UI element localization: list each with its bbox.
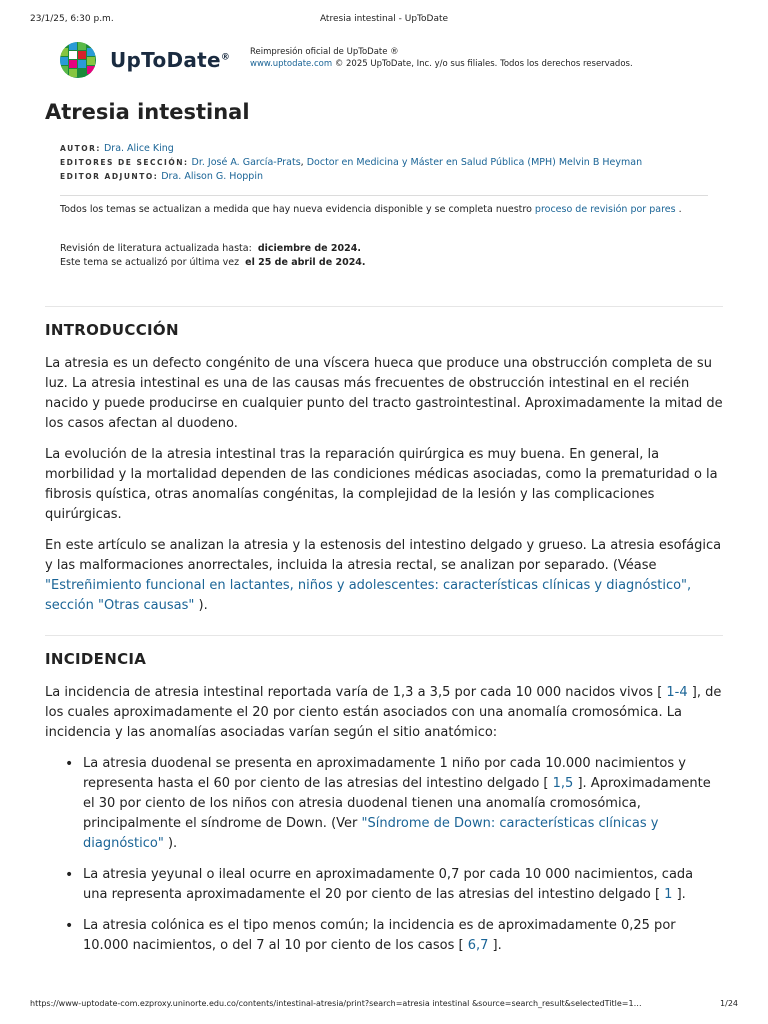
lit-review-date: diciembre de 2024. — [257, 243, 361, 254]
intro-p3-text: En este artículo se analizan la atresia y la estenosis del intestino delgado y grueso. La atresia esofágica y las malformaciones anorrectales, incluida la atresia rectal, se analizan por separado. (Véase — [45, 538, 722, 573]
intro-p3-end: ). — [194, 598, 208, 613]
reprint-line: Reimpresión oficial de UpToDate ® — [250, 47, 399, 57]
list-item — [65, 754, 720, 854]
incidence-text-end: ], de los cuales aproximadamente el 20 por ciento están asociados con una anomalía cromosómica. La incidencia y las anomalías asociadas varían según el sitio anatómico: — [45, 685, 722, 740]
bullet-text: La atresia yeyunal o ileal ocurre en aproximadamente 0,7 por cada 10 000 nacimientos, cada una representa aproximadamente el 20 por ciento de las atresias del intestino delgado [ — [83, 867, 694, 902]
assoc-editor-label: EDITOR ADJUNTO: — [60, 172, 159, 181]
divider — [60, 195, 708, 196]
print-header — [30, 14, 738, 24]
editor-link-2[interactable]: Doctor en Medicina y Máster en Salud Pública (MPH) Melvin B Heyman — [306, 157, 643, 168]
lit-review-label: Revisión de literatura actualizada hasta: — [60, 243, 252, 254]
assoc-editor-link[interactable]: Dra. Alison G. Hoppin — [161, 171, 263, 182]
print-datetime: 23/1/25, 6:30 p.m. — [30, 14, 114, 24]
intro-paragraph-1: La atresia es un defecto congénito de una víscera hueca que produce una obstrucción completa de su luz. La atresia intestinal es una de las causas más frecuentes de obstrucción intestinal en el recién nacido y puede producirse en cualquier punto del tracto gastrointestinal. Aproximadamente la mitad de los casos afectan al duodeno. — [45, 356, 723, 431]
section-heading-intro: INTRODUCCIÓN — [45, 321, 179, 339]
brand[interactable] — [58, 40, 230, 80]
bullet-text: La atresia duodenal se presenta en aproximadamente 1 niño por cada 10.000 nacimientos y representa hasta el 60 por ciento de las atresias del intestino delgado [ — [83, 756, 686, 791]
incidence-text: La incidencia de atresia intestinal reportada varía de 1,3 a 3,5 por cada 10 000 nacidos vivos [ — [45, 685, 667, 700]
article-credits — [60, 142, 642, 184]
reference-link[interactable]: 1,5 — [552, 776, 574, 791]
print-footer — [30, 999, 738, 1008]
page-number: 1/24 — [720, 999, 738, 1008]
uptodate-globe-logo-icon — [58, 40, 98, 80]
peer-review-link[interactable]: proceso de revisión por pares — [534, 204, 676, 215]
print-url: https://www-uptodate-com.ezproxy.uninorte.edu.co/contents/intestinal-atresia/print?search=atresia intestinal &source=search_result&selectedTitle=1… — [30, 999, 642, 1008]
brand-name: UpToDate® — [110, 48, 231, 72]
incidence-list — [65, 754, 720, 956]
reference-link[interactable]: 1 — [664, 887, 673, 902]
down-syndrome-topic-link[interactable]: "Síndrome de Down: características clínicas y diagnóstico" — [83, 816, 659, 851]
updated-date: el 25 de abril de 2024. — [245, 257, 366, 268]
author-label: AUTOR: — [60, 144, 101, 153]
section-divider — [45, 306, 723, 307]
updated-label: Este tema se actualizó por última vez — [60, 257, 240, 268]
review-dates — [60, 242, 366, 270]
author-link[interactable]: Dra. Alice King — [103, 143, 174, 154]
editor-link-1[interactable]: Dr. José A. García-Prats — [191, 157, 301, 168]
list-item — [65, 916, 720, 956]
section-divider — [45, 635, 723, 636]
list-item — [65, 865, 720, 905]
constipation-topic-link[interactable]: "Estreñimiento funcional en lactantes, niños y adolescentes: características clínicas y diagnóstico", sección "Otras causas" — [45, 578, 692, 613]
editors-label: EDITORES DE SECCIÓN: — [60, 158, 189, 167]
print-tab-title: Atresia intestinal - UpToDate — [319, 14, 449, 24]
intro-paragraph-3 — [45, 536, 725, 616]
bullet-text: ]. — [488, 938, 502, 953]
page-title: Atresia intestinal — [45, 100, 250, 124]
reference-link[interactable]: 1-4 — [666, 685, 688, 700]
section-heading-incidence: INCIDENCIA — [45, 650, 147, 668]
intro-paragraph-2: La evolución de la atresia intestinal tras la reparación quirúrgica es muy buena. En general, la morbilidad y la mortalidad dependen de las condiciones médicas asociadas, como la prematuridad o la fibrosis quística, otras anomalías congénitas, la complejidad de la lesión y las complicaciones quirúrgicas. — [45, 447, 718, 522]
reprint-notice — [250, 46, 633, 70]
bullet-text: ]. — [672, 887, 686, 902]
bullet-text: ]. Aproximadamente el 30 por ciento de los niños con atresia duodenal tienen una anomalía cromosómica, principalmente el síndrome de Down. (Ver — [83, 776, 711, 831]
site-link[interactable]: www.uptodate.com — [250, 59, 333, 69]
incidence-paragraph — [45, 683, 725, 743]
bullet-text: La atresia colónica es el tipo menos común; la incidencia es de aproximadamente 0,25 por 10.000 nacimientos, o del 7 al 10 por ciento de los casos [ — [83, 918, 676, 953]
reference-link[interactable]: 6,7 — [467, 938, 489, 953]
update-note-end: . — [675, 204, 682, 215]
rights-text: © 2025 UpToDate, Inc. y/o sus filiales. Todos los derechos reservados. — [332, 59, 633, 69]
editor-separator: , — [300, 157, 307, 168]
update-note-text: Todos los temas se actualizan a medida que hay nueva evidencia disponible y se completa nuestro — [60, 204, 535, 215]
bullet-text: ). — [163, 836, 178, 851]
update-note — [60, 203, 720, 217]
